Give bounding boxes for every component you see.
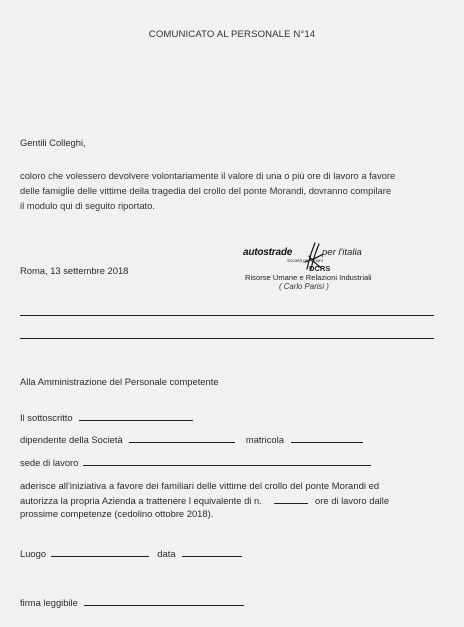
adhesion-line-2-end: ore di lavoro dalle — [315, 495, 390, 506]
place-field[interactable] — [51, 547, 149, 557]
employee-label: dipendente della Società — [20, 434, 123, 445]
undersigned-label: Il sottoscritto — [20, 412, 73, 423]
company-type: Società per azioni — [287, 258, 323, 263]
undersigned-field[interactable] — [79, 411, 193, 421]
badge-number-field[interactable] — [291, 433, 363, 443]
signatory-name: ( Carlo Parisi ) — [279, 282, 329, 291]
letter-date: Roma, 13 settembre 2018 — [20, 265, 129, 276]
brand-suffix: per l'italia — [322, 247, 362, 258]
separator-line-2 — [20, 338, 434, 339]
signature-row — [20, 596, 244, 609]
signature-stamp — [243, 244, 373, 294]
signature-field[interactable] — [84, 596, 244, 606]
document-title: COMUNICATO AL PERSONALE N°14 — [148, 29, 316, 40]
date-label: data — [157, 548, 176, 559]
form-addressee: Alla Amministrazione del Personale competente — [20, 376, 219, 387]
signature-label: firma leggibile — [20, 597, 78, 608]
body-line-2: delle famiglie delle vittime della tragedia del crollo del ponte Morandi, dovranno compilare — [20, 185, 392, 196]
hours-count-field[interactable] — [274, 494, 308, 504]
company-field[interactable] — [129, 433, 235, 443]
workplace-label: sede di lavoro — [20, 457, 79, 468]
adhesion-line-2 — [20, 494, 389, 507]
greeting: Gentili Colleghi, — [20, 137, 86, 148]
employee-row — [20, 433, 363, 446]
adhesion-line-1: aderisce all'iniziativa a favore dei familiari delle vittime del crollo del ponte Morandi ed — [20, 480, 380, 491]
place-label: Luogo — [20, 548, 47, 559]
workplace-row — [20, 456, 371, 469]
adhesion-line-2-text: autorizza la propria Azienda a trattenere l equivalente di n. — [20, 495, 262, 506]
body-line-3: il modulo qui di seguito riportato. — [20, 200, 155, 211]
separator-line-1 — [20, 315, 434, 316]
badge-label: matricola — [245, 434, 284, 445]
unit-code: DCRS — [309, 264, 331, 273]
brand-logo-text: autostrade — [243, 247, 293, 258]
body-line-1: coloro che volessero devolvere volontariamente il valore di una o più ore di lavoro a favore — [20, 170, 396, 181]
place-date-row — [20, 547, 242, 560]
workplace-field[interactable] — [83, 456, 371, 466]
date-field[interactable] — [182, 547, 242, 557]
adhesion-line-3: prossime competenze (cedolino ottobre 2018). — [20, 508, 214, 519]
department-name: Risorse Umane e Relazioni Industriali — [245, 273, 372, 282]
undersigned-row — [20, 411, 193, 424]
